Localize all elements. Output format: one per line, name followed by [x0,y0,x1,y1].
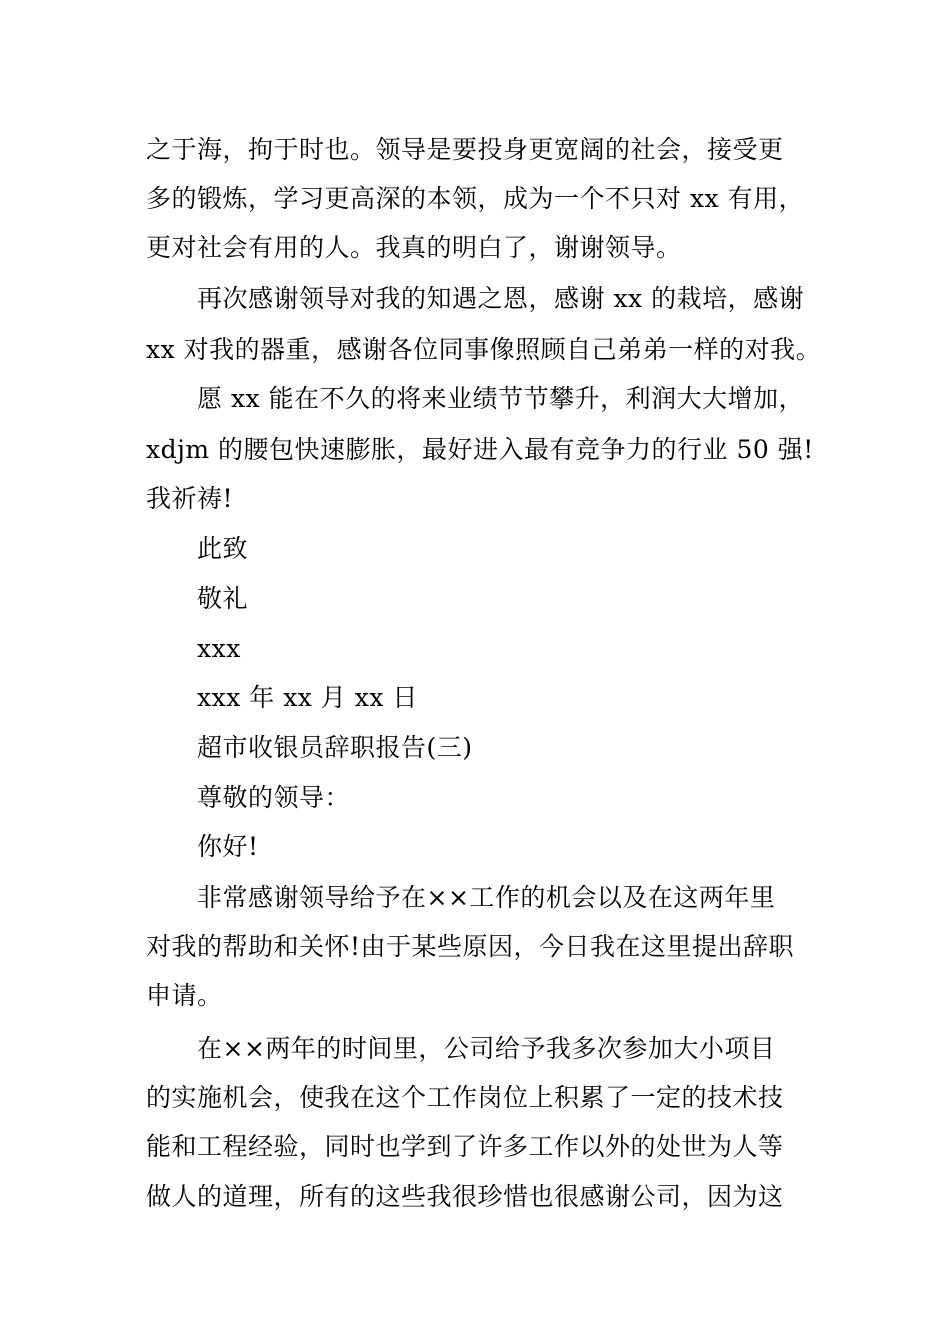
text-line: 非常感谢领导给予在××工作的机会以及在这两年里 [197,883,776,912]
text-line: 更对社会有用的人。我真的明白了，谢谢领导。 [146,233,682,262]
text-line: 申请。 [146,981,223,1010]
signature-date: xxx 年 xx 月 xx 日 [197,683,418,712]
text-line: xdjm 的腰包快速膨胀，最好进入最有竞争力的行业 50 强! [146,435,814,464]
greeting: 你好! [197,832,259,861]
text-line: 能和工程经验，同时也学到了许多工作以外的处世为人等 [146,1132,784,1161]
closing-regards: 敬礼 [197,584,249,613]
text-line: 对我的帮助和关怀!由于某些原因，今日我在这里提出辞职 [146,932,795,961]
text-line: 多的锻炼，学习更高深的本领，成为一个不只对 xx 有用， [146,184,805,213]
greeting-recipient: 尊敬的领导： [197,783,351,812]
text-line: 愿 xx 能在不久的将来业绩节节攀升，利润大大增加， [197,384,805,413]
text-line: 再次感谢领导对我的知遇之恩，感谢 xx 的栽培，感谢 [197,284,805,313]
text-line: 的实施机会，使我在这个工作岗位上积累了一定的技术技 [146,1083,784,1112]
text-line: 做人的道理，所有的这些我很珍惜也很感谢公司，因为这 [146,1182,784,1211]
signature-name: xxx [197,634,241,663]
closing-salutation: 此致 [197,534,249,563]
section-title: 超市收银员辞职报告(三) [197,733,473,762]
text-line: 之于海，拘于时也。领导是要投身更宽阔的社会，接受更 [146,135,784,164]
text-line: 在××两年的时间里，公司给予我多次参加大小项目 [197,1034,776,1063]
text-line: xx 对我的器重，感谢各位同事像照顾自己弟弟一样的对我。 [146,335,822,364]
text-line: 我祈祷! [146,484,234,513]
